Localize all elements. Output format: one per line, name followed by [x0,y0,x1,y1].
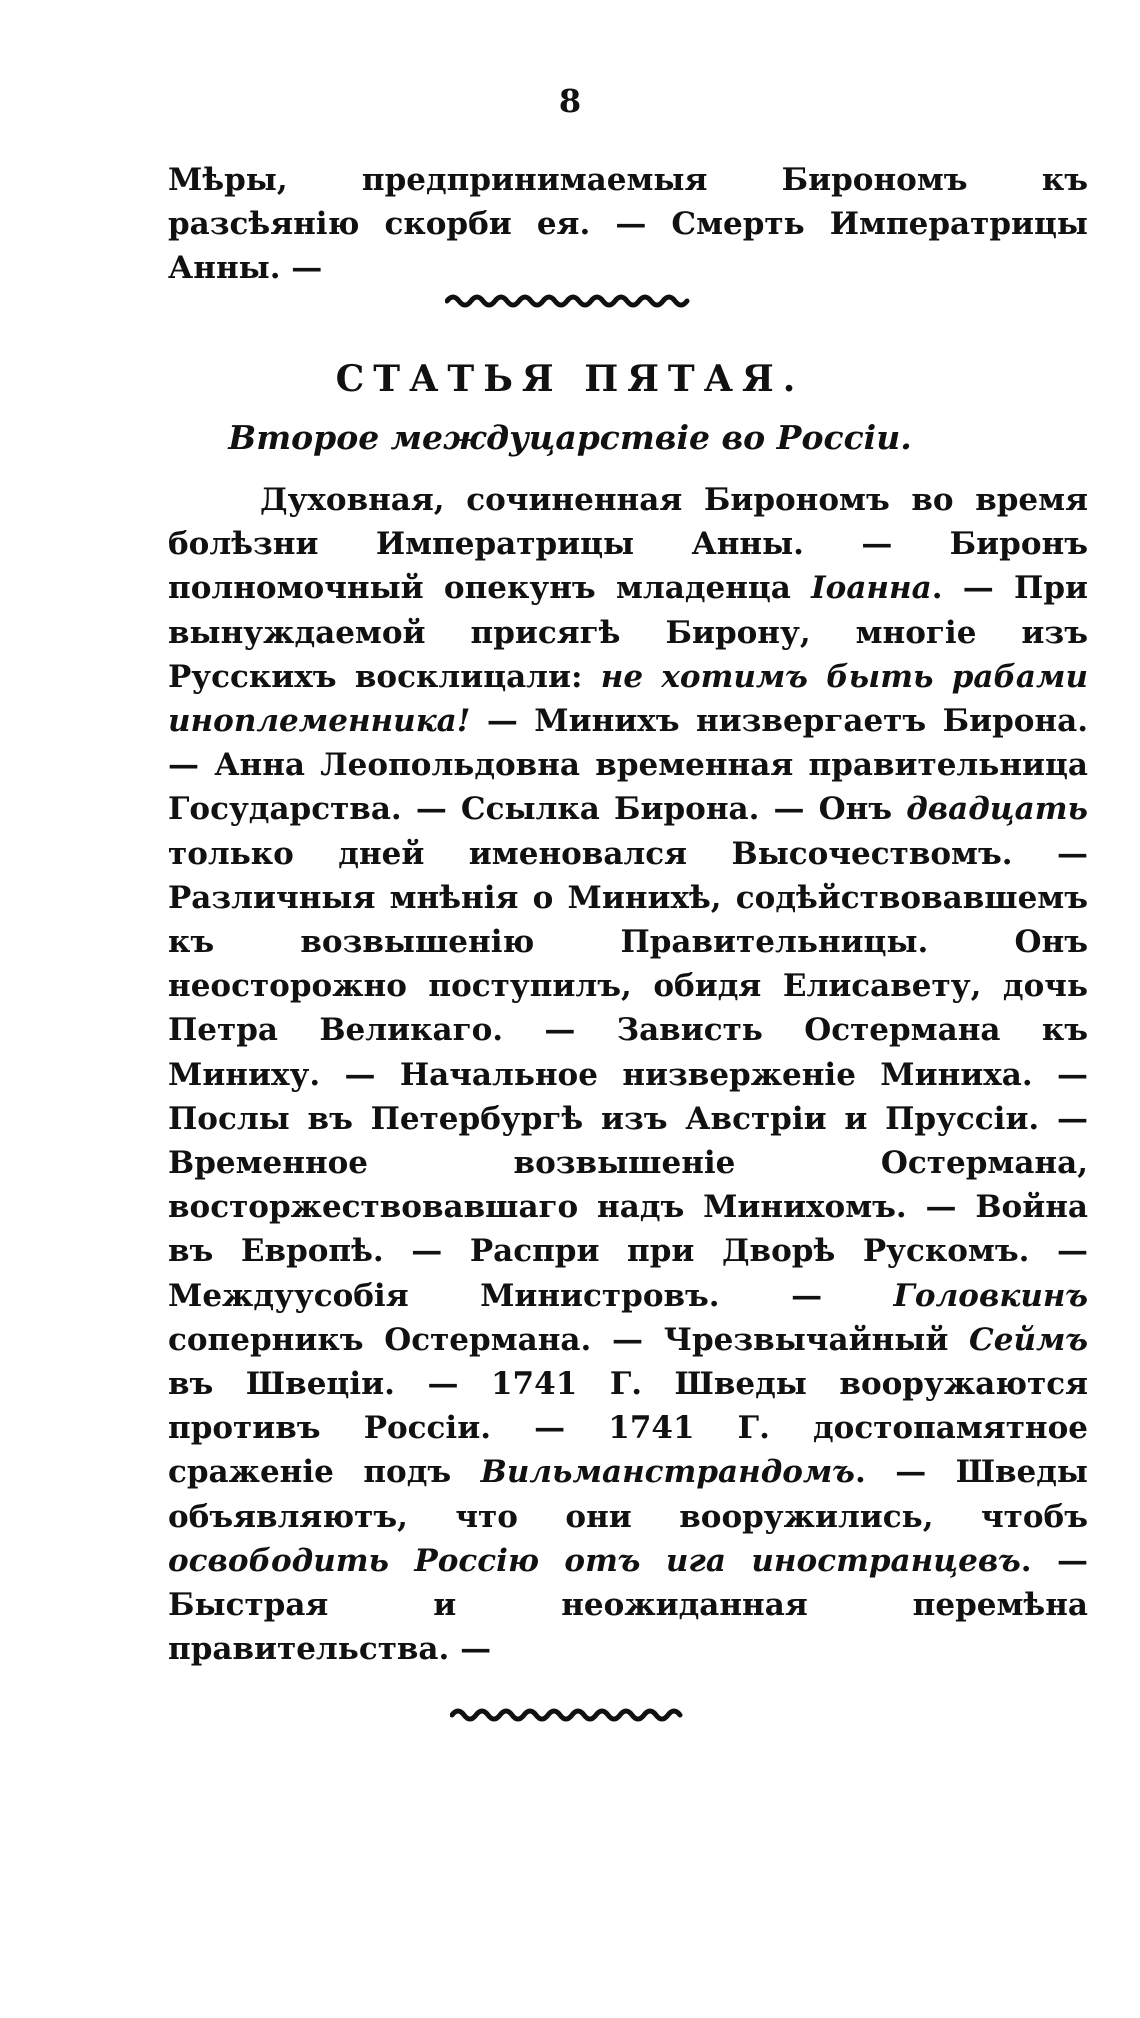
summary-text: . — Быстрая и неожиданная перемѣна правительства. — [168,1542,1088,1668]
previous-chapter-summary: Мѣры, предпринимаемыя Бирономъ къ разсѣянію скорби ея. — Смерть Императрицы Анны. — [168,162,1088,286]
summary-text: только дней именовался Высочествомъ. — Различныя мнѣнія о Минихѣ, содѣйствовавшемъ къ возвышенію Правительницы. Онъ неосторожно поступилъ, обидя Елисавету, дочь Петра Великаго. — Зависть Остермана къ Миниху. — Начальное низверженіе Миниха. — Послы въ Петербургѣ изъ Австріи и Пруссіи. — Временное возвышеніе Остермана, восторжествовавшаго надъ Минихомъ. — Война въ Европѣ. — Распри при Дворѣ Рускомъ. — Междуусобія Министровъ. — [168,835,1088,1314]
summary-italic: Сеймъ [969,1321,1088,1358]
summary-text: соперникъ Остермана. — Чрезвычайный [168,1321,970,1358]
summary-italic: Іоанна [811,570,932,607]
wave-ornament-icon [450,1706,690,1724]
chapter-subtitle: Второе междуцарствіе во Россіи. [228,418,912,457]
summary-italic: двадцать [906,791,1088,828]
summary-text: Духовная, сочиненная Бирономъ во время болѣзни Императрицы Анны. — Биронъ полномочный опекунъ младенца [168,482,1088,607]
ornament-divider [0,292,1140,314]
chapter-summary-paragraph [168,478,1088,1671]
ornament-divider [0,1706,1140,1728]
summary-italic: Головкинъ [893,1277,1088,1314]
summary-text: . — При вынуждаемой присягѣ Бирону, многіе изъ Русскихъ восклицали: [168,570,1088,695]
summary-italic: не хотимъ быть рабами иноплеменника! [168,658,1088,740]
chapter-heading: СТАТЬЯ ПЯТАЯ. [335,358,805,400]
summary-text: въ Швеціи. — 1741 Г. Шведы вооружаются противъ Россіи. — 1741 Г. достопамятное сраженіе подъ [168,1366,1088,1491]
summary-italic: Вильманстрандомъ [480,1454,855,1491]
wave-ornament-icon [445,292,695,310]
summary-text: — Минихъ низвергаетъ Бирона. — Анна Леопольдовна временная правительница Государства. — Ссылка Бирона. — Онъ [168,703,1088,828]
summary-text: . — Шведы объявляютъ, что они вооружились, чтобъ [168,1454,1089,1535]
page-number: 8 [558,82,582,120]
summary-italic: освободить Россію отъ ига иностранцевъ [168,1542,1021,1579]
